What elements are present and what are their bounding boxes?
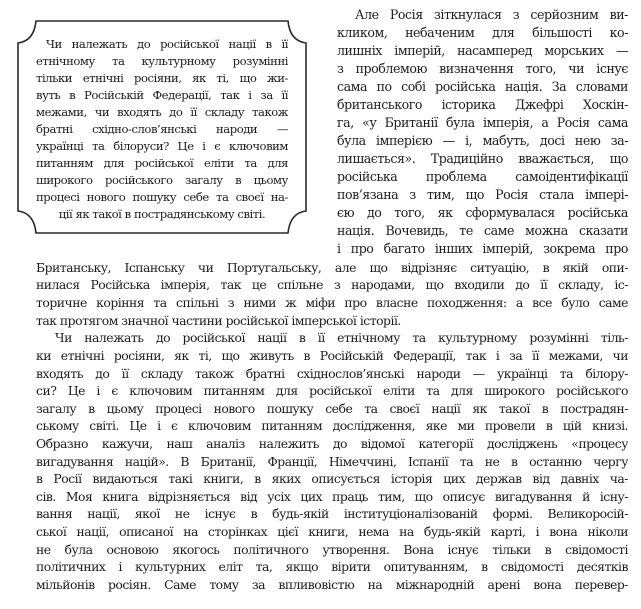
sidebar-line: етнічному та культурному розумінні	[36, 54, 288, 68]
text-line: єю до того, як сформувалася російська	[337, 205, 628, 220]
sidebar-line: межами, чи входять до її складу також	[36, 105, 288, 119]
text-line: вання нації, якої не існує в будь-якій інституціоналізованій формі. Великоросій-	[36, 506, 628, 521]
text-line: так протягом значної частини російської імперської історії.	[36, 313, 401, 328]
sidebar-line: українці та білоруси? Це і є ключовим	[36, 139, 288, 153]
text-line: політичних і культурних еліт та, якщо вірити опитуванням, в свідомості десятків	[36, 559, 628, 574]
text-line: си? Це і є ключовим питанням для російської еліти та для широкого російського	[36, 383, 628, 398]
sidebar-line: Чи належать до російської нації в її	[46, 37, 288, 51]
sidebar-line: питанням для російської еліти та для	[36, 156, 288, 170]
text-line: британського історика Джефрі Хоскін-	[337, 97, 628, 112]
text-line: і про багато інших імперій, зокрема про	[337, 241, 628, 256]
text-line: входять до її складу також братні східнослов’янські народи — українці та білору-	[36, 366, 628, 381]
text-line: ки етнічні росіяни, як ті, що живуть в Російській Федерації, так і за її межами, чи	[36, 348, 628, 363]
text-line: російська проблема самоідентифікації	[337, 169, 628, 184]
text-line: Але Росія зіткнулася з серйозним ви-	[355, 7, 628, 22]
text-line: Образно кажучи, наш аналіз належить до відомої категорії досліджень «процесу	[36, 436, 628, 451]
sidebar-line: тільки етнічні росіяни, як ті, що жи-	[36, 71, 288, 85]
sidebar-line: братні східно-слов’янські народи —	[36, 122, 288, 136]
text-line: нилася Російська імперія, так це спільне з народами, що входили до її складу, іс-	[36, 277, 628, 292]
text-line: торичне коріння та спільні з ними ж міфи про власне походження: а все було саме	[36, 295, 628, 310]
sidebar-line: широкого російського загалу в цьому	[36, 173, 288, 187]
text-line: лишніх імперій, насамперед морських —	[337, 43, 628, 58]
text-line: сів. Моя книга відрізняється від усіх цих праць тим, що описує вигадування й існу-	[36, 489, 628, 504]
sidebar-line: вуть в Російській Федерації, так і за її	[36, 88, 288, 102]
text-line: мільйонів росіян. Саме тому за впливовістю на міжнародній арені вона перевер-	[36, 577, 628, 592]
text-line: Британську, Іспанську чи Португальську, але що відрізняє ситуацію, в якій опи-	[36, 260, 628, 275]
text-line: з проблемою визначення того, чи існує	[337, 61, 628, 76]
text-line: ської нації, описаної на сторінках цієї книги, нема на будь-якій карті, і вона ніколи	[36, 524, 628, 539]
text-line: га, «у Британії була імперія, а Росія сама	[337, 115, 628, 130]
text-line: кликом, небаченим для більшості ко-	[337, 25, 628, 40]
sidebar-line: ції як такої в пострадянському світі.	[58, 207, 266, 221]
text-line: вигадування націй». В Британії, Франції, Німеччині, Іспанії та не в останню чергу	[36, 454, 628, 469]
text-line: сама по собі російська нація. За словами	[337, 79, 628, 94]
text-line: Чи належать до російської нації в її етнічному та культурному розумінні тіль-	[55, 330, 628, 345]
text-line: загалу в цьому процесі нового пошуку себе та своєї нації як такої в пострадян-	[36, 401, 628, 416]
text-line: нація. Вочевидь, те саме можна сказати	[337, 223, 628, 238]
text-line: була імперією — і, мабуть, досі нею за-	[337, 133, 628, 148]
text-line: лишається». Традиційно вважається, що	[337, 151, 628, 166]
text-line: ському світі. Це і є ключовим питанням дослідження, яке ми провели в цій книзі.	[36, 418, 628, 433]
text-line: не була основою якогось політичного утворення. Вона існує тільки в свідомості	[36, 542, 628, 557]
sidebar-line: процесі нового пошуку себе та своєї на-	[36, 190, 288, 204]
text-line: пов’язана з тим, що Росія стала імпері-	[337, 187, 628, 202]
text-line: в Росії видаються такі книги, в яких описується історія цих держав від давніх ча-	[36, 471, 628, 486]
